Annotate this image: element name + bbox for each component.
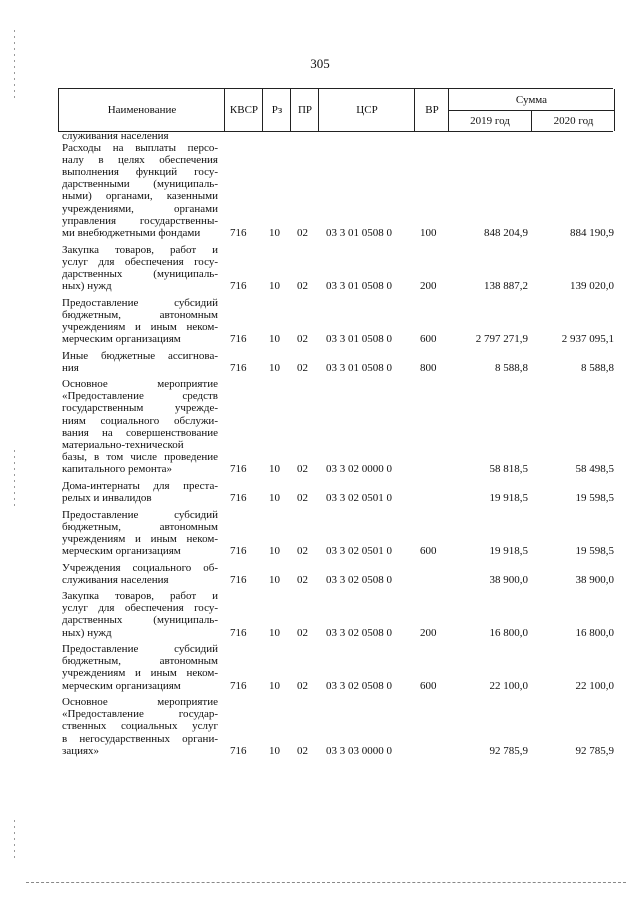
row-csr: 03 3 02 0501 0 <box>326 491 392 504</box>
row-rz: 10 <box>269 279 280 292</box>
header-year-2019: 2019 год <box>470 114 510 127</box>
row-kvsr: 716 <box>230 332 247 345</box>
row-name-line: налу в целях обеспечения <box>62 154 218 167</box>
row-name-line: ными) органами, казенными <box>62 190 218 203</box>
row-pr: 02 <box>297 226 308 239</box>
header-name: Наименование <box>58 89 225 131</box>
row-sum-2020: 58 498,5 <box>575 462 614 475</box>
row-rz: 10 <box>269 491 280 504</box>
page-number: 305 <box>310 56 330 71</box>
row-rz: 10 <box>269 679 280 692</box>
row-sum-2020: 92 785,9 <box>575 744 614 757</box>
row-name-line: ми внебюджетными фондами <box>62 226 201 239</box>
row-vr: 600 <box>420 332 437 345</box>
row-name-line: релых и инвалидов <box>62 491 152 504</box>
row-name-line: материально-технической <box>62 438 184 451</box>
row-name-line: Закупка товаров, работ и <box>62 590 218 603</box>
binding-margin-mark <box>14 820 15 860</box>
row-csr: 03 3 01 0508 0 <box>326 332 392 345</box>
row-kvsr: 716 <box>230 491 247 504</box>
row-sum-2019: 8 588,8 <box>495 361 528 374</box>
row-name <box>62 378 218 475</box>
header-sum: Сумма <box>449 89 614 111</box>
row-values <box>0 492 640 506</box>
row-name-line: Предоставление субсидий <box>62 508 218 521</box>
row-values <box>0 227 640 241</box>
header-year-2020: 2020 год <box>531 110 615 131</box>
row-name-line: мерческим организациям <box>62 544 181 557</box>
row-name-line: базы, в том числе проведение <box>62 450 218 463</box>
row-name-line: вания на совершенствование <box>62 426 218 439</box>
row-name-line: ных) нужд <box>62 626 112 639</box>
row-values <box>0 745 640 759</box>
row-pr: 02 <box>297 573 308 586</box>
row-name-line: бюджетным, автономным <box>62 308 218 321</box>
row-name-line: услуг для обеспечения госу- <box>62 255 218 268</box>
row-sum-2019: 22 100,0 <box>489 679 528 692</box>
row-name-line: дарственных (муниципаль- <box>62 267 218 280</box>
row-sum-2020: 884 190,9 <box>570 226 614 239</box>
row-sum-2020: 38 900,0 <box>575 573 614 586</box>
row-name-line: мерческим организациям <box>62 332 181 345</box>
row-pr: 02 <box>297 279 308 292</box>
row-name-line: бюджетным, автономным <box>62 655 218 668</box>
row-name-line: в негосударственных органи- <box>62 732 218 745</box>
row-sum-2020: 19 598,5 <box>575 491 614 504</box>
row-name-line: учреждениями, органами <box>62 202 218 215</box>
row-name <box>62 142 218 239</box>
row-sum-2019: 58 818,5 <box>489 462 528 475</box>
row-kvsr: 716 <box>230 573 247 586</box>
row-csr: 03 3 01 0508 0 <box>326 361 392 374</box>
row-sum-2019: 138 887,2 <box>484 279 528 292</box>
header-sum-group <box>448 89 615 131</box>
row-vr: 800 <box>420 361 437 374</box>
row-pr: 02 <box>297 544 308 557</box>
page-bottom-rule <box>26 882 626 883</box>
row-sum-2020: 8 588,8 <box>581 361 614 374</box>
row-kvsr: 716 <box>230 361 247 374</box>
header-rz: Рз <box>262 89 291 131</box>
header-pr: ПР <box>290 89 319 131</box>
row-name-line: Расходы на выплаты персо- <box>62 142 218 155</box>
row-name-line: служивания населения <box>62 130 169 142</box>
row-rz: 10 <box>269 462 280 475</box>
row-name-line: выполнения функций госу- <box>62 166 218 179</box>
row-values <box>0 574 640 588</box>
row-kvsr: 716 <box>230 544 247 557</box>
row-name-line: Основное мероприятие <box>62 378 218 391</box>
header-vr: ВР <box>414 89 449 131</box>
binding-margin-mark <box>14 30 15 100</box>
row-name-line: управления государственны- <box>62 214 218 227</box>
row-name <box>62 130 218 142</box>
row-values <box>0 627 640 641</box>
row-sum-2019: 848 204,9 <box>484 226 528 239</box>
row-name-line: Основное мероприятие <box>62 696 218 709</box>
row-name-line: ния <box>62 361 79 374</box>
row-csr: 03 3 01 0508 0 <box>326 279 392 292</box>
row-kvsr: 716 <box>230 679 247 692</box>
row-kvsr: 716 <box>230 226 247 239</box>
row-name-line: мерческим организациям <box>62 679 181 692</box>
row-values <box>0 333 640 347</box>
row-name-line: Дома-интернаты для преста- <box>62 479 218 492</box>
row-csr: 03 3 02 0501 0 <box>326 544 392 557</box>
row-name-line: учреждениям и иным неком- <box>62 667 218 680</box>
row-csr: 03 3 02 0000 0 <box>326 462 392 475</box>
row-name-line: ных) нужд <box>62 279 112 292</box>
row-name-line: услуг для обеспечения госу- <box>62 602 218 615</box>
row-rz: 10 <box>269 573 280 586</box>
row-rz: 10 <box>269 361 280 374</box>
row-name-line: «Предоставление средств <box>62 390 218 403</box>
row-name-line: дарственных (муниципаль- <box>62 614 218 627</box>
row-name-line: бюджетным, автономным <box>62 520 218 533</box>
row-values <box>0 362 640 376</box>
row-vr: 200 <box>420 626 437 639</box>
row-name-line: Закупка товаров, работ и <box>62 243 218 256</box>
row-sum-2020: 2 937 095,1 <box>561 332 614 345</box>
row-name-line: Предоставление субсидий <box>62 643 218 656</box>
row-pr: 02 <box>297 679 308 692</box>
row-values <box>0 463 640 477</box>
row-sum-2020: 22 100,0 <box>575 679 614 692</box>
row-pr: 02 <box>297 491 308 504</box>
row-name-line: ниям социального обслужи- <box>62 414 218 427</box>
row-name-line: «Предоставление государ- <box>62 708 218 721</box>
row-rz: 10 <box>269 226 280 239</box>
row-sum-2019: 19 918,5 <box>489 544 528 557</box>
row-csr: 03 3 02 0508 0 <box>326 573 392 586</box>
row-pr: 02 <box>297 361 308 374</box>
row-name-line: учреждениям и иным неком- <box>62 532 218 545</box>
row-values <box>0 545 640 559</box>
row-pr: 02 <box>297 744 308 757</box>
row-pr: 02 <box>297 626 308 639</box>
row-sum-2019: 38 900,0 <box>489 573 528 586</box>
row-kvsr: 716 <box>230 462 247 475</box>
row-name-line: служивания населения <box>62 573 169 586</box>
row-sum-2020: 19 598,5 <box>575 544 614 557</box>
row-rz: 10 <box>269 332 280 345</box>
row-values <box>0 680 640 694</box>
row-rz: 10 <box>269 544 280 557</box>
row-sum-2019: 92 785,9 <box>489 744 528 757</box>
header-kvsr: КВСР <box>224 89 263 131</box>
table-header <box>58 88 613 132</box>
row-sum-2020: 16 800,0 <box>575 626 614 639</box>
row-vr: 100 <box>420 226 437 239</box>
row-name-line: учреждениям и иным неком- <box>62 320 218 333</box>
row-name-line: дарственными (муниципаль- <box>62 178 218 191</box>
row-vr: 600 <box>420 544 437 557</box>
row-pr: 02 <box>297 332 308 345</box>
row-name-line: Иные бюджетные ассигнова- <box>62 349 218 362</box>
row-rz: 10 <box>269 626 280 639</box>
row-name-line: Предоставление субсидий <box>62 296 218 309</box>
row-sum-2019: 2 797 271,9 <box>475 332 528 345</box>
row-csr: 03 3 02 0508 0 <box>326 626 392 639</box>
row-name-line: государственным учрежде- <box>62 402 218 415</box>
row-name-line: капитального ремонта» <box>62 462 173 475</box>
row-values <box>0 280 640 294</box>
row-name-line: ственных социальных услуг <box>62 720 218 733</box>
row-sum-2019: 19 918,5 <box>489 491 528 504</box>
row-sum-2019: 16 800,0 <box>489 626 528 639</box>
row-kvsr: 716 <box>230 744 247 757</box>
row-csr: 03 3 02 0508 0 <box>326 679 392 692</box>
row-sum-2020: 139 020,0 <box>570 279 614 292</box>
row-kvsr: 716 <box>230 626 247 639</box>
row-name-line: Учреждения социального об- <box>62 561 218 574</box>
row-vr: 200 <box>420 279 437 292</box>
row-csr: 03 3 01 0508 0 <box>326 226 392 239</box>
row-vr: 600 <box>420 679 437 692</box>
header-csr: ЦСР <box>318 89 415 131</box>
row-kvsr: 716 <box>230 279 247 292</box>
row-name-line: зациях» <box>62 744 100 757</box>
row-pr: 02 <box>297 462 308 475</box>
row-rz: 10 <box>269 744 280 757</box>
row-csr: 03 3 03 0000 0 <box>326 744 392 757</box>
